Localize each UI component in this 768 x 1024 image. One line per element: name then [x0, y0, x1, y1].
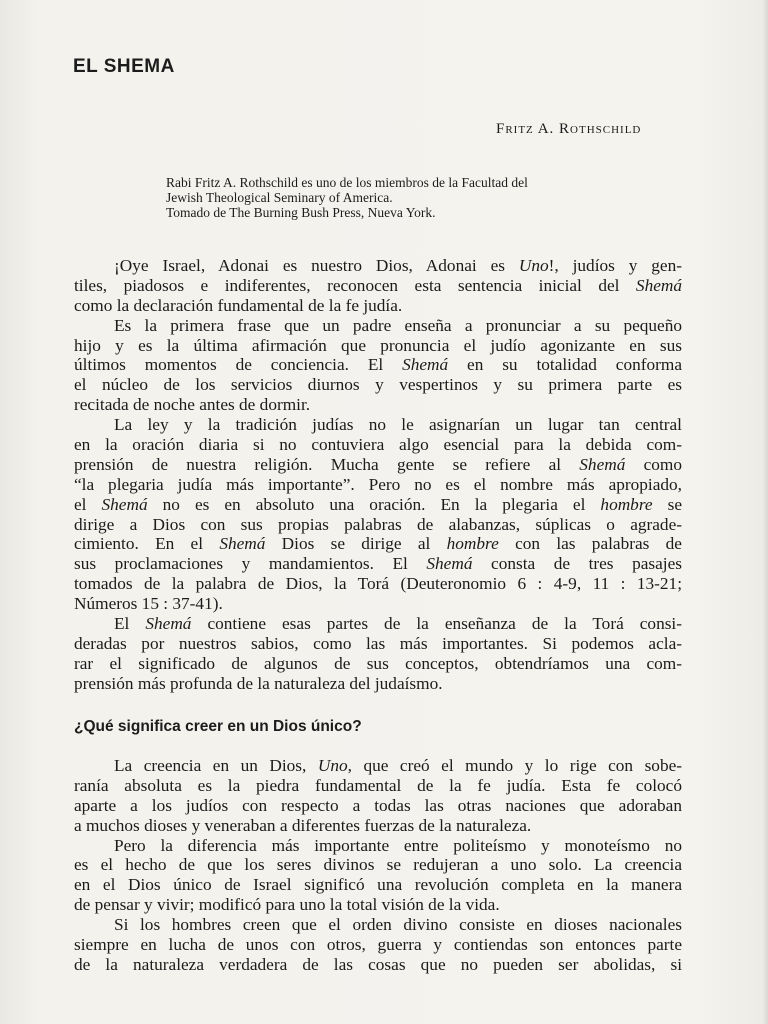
paragraph-line: a muchos dioses y veneraban a diferentes fuerzas de la naturaleza. — [74, 815, 532, 835]
paragraph-line: en la oración diaria si no contuviera algo esencial para la debida com- — [74, 435, 682, 455]
paragraph-line: La creencia en un Dios, Uno, que creó el mundo y lo rige con sobe- — [114, 756, 683, 775]
paragraph-line: “la plegaria judía más importante”. Pero no es el nombre más apropiado, — [74, 474, 682, 494]
paragraph-line: siempre en lucha de unos con otros, guerra y contiendas son entonces parte — [74, 935, 682, 955]
paragraph-line: prensión de nuestra religión. Mucha gente se refiere al Shemá como — [74, 454, 682, 474]
paragraph-line: de pensar y vivir; modificó para uno la total visión de la vida. — [74, 895, 500, 915]
paragraph-line: el Shemá no es en absoluto una oración. En la plegaria el hombre se — [74, 494, 683, 514]
paragraph-line: ¡Oye Israel, Adonai es nuestro Dios, Adonai es Uno!, judíos y gen- — [114, 256, 682, 275]
section-heading: ¿Qué significa creer en un Dios único? — [74, 718, 362, 735]
bio-line: Tomado de The Burning Bush Press, Nueva York. — [166, 205, 436, 220]
paragraph-line: últimos momentos de conciencia. El Shemá en su totalidad conforma — [74, 355, 682, 375]
paragraph-line: Es la primera frase que un padre enseña a pronunciar a su pequeño — [114, 315, 682, 335]
bio-line: Jewish Theological Seminary of America. — [166, 190, 393, 205]
author-name: Fritz A. Rothschild — [496, 121, 642, 137]
paragraph-line: rar el significado de algunos de sus conceptos, obtendríamos una com- — [74, 653, 682, 673]
paragraph-line: Pero la diferencia más importante entre politeísmo y monoteísmo no — [114, 835, 682, 855]
author-bio — [166, 175, 686, 220]
paragraph-line: Si los hombres creen que el orden divino consiste en dioses nacionales — [114, 915, 682, 935]
paragraph-line: en el Dios único de Israel significó una revolución completa en la manera — [74, 875, 682, 895]
monotheism-section — [74, 756, 682, 975]
paragraph-line: aparte a los judíos con respecto a todas las otras naciones que adoraban — [74, 795, 682, 815]
paragraph-line: La ley y la tradición judías no le asignarían un lugar tan central — [114, 415, 682, 435]
paragraph-line: el núcleo de los servicios diurnos y vespertinos y su primera parte es — [74, 375, 682, 395]
paragraph-line: dirige a Dios con sus propias palabras de alabanzas, súplicas o agrade- — [74, 514, 682, 534]
page-title: EL SHEMA — [73, 56, 175, 77]
paragraph-line: cimiento. En el Shemá Dios se dirige al hombre con las palabras de — [74, 534, 682, 554]
paragraph-line: tomados de la palabra de Dios, la Torá (Deuteronomio 6 : 4-9, 11 : 13-21; — [74, 574, 682, 594]
paragraph-line: deradas por nuestros sabios, como las más importantes. Si podemos acla- — [74, 633, 682, 653]
paragraph-line: recitada de noche antes de dormir. — [74, 395, 311, 415]
paragraph-line: ranía absoluta es la piedra fundamental de la fe judía. Esta fe colocó — [74, 775, 682, 795]
bio-line: Rabi Fritz A. Rothschild es uno de los miembros de la Facultad del — [166, 175, 528, 190]
paragraph-line: Números 15 : 37-41). — [74, 594, 223, 614]
page-edge-shadow — [762, 0, 768, 1024]
paragraph-line: como la declaración fundamental de la fe judía. — [74, 295, 403, 315]
paragraph-line: tiles, piadosos e indiferentes, reconocen esta sentencia inicial del Shemá — [74, 275, 682, 295]
paragraph-line: prensión más profunda de la naturaleza del judaísmo. — [74, 673, 443, 693]
intro-section — [74, 256, 682, 694]
paragraph-line: de la naturaleza verdadera de las cosas que no pueden ser abolidas, si — [74, 954, 682, 974]
paragraph-line: hijo y es la última afirmación que pronuncia el judío agonizante en sus — [74, 335, 682, 355]
paragraph-line: El Shemá contiene esas partes de la enseñanza de la Torá consi- — [114, 614, 682, 634]
paragraph-line: es el hecho de que los seres divinos se redujeran a uno solo. La creencia — [74, 855, 682, 875]
paragraph-line: sus proclamaciones y mandamientos. El Shemá consta de tres pasajes — [74, 554, 682, 574]
